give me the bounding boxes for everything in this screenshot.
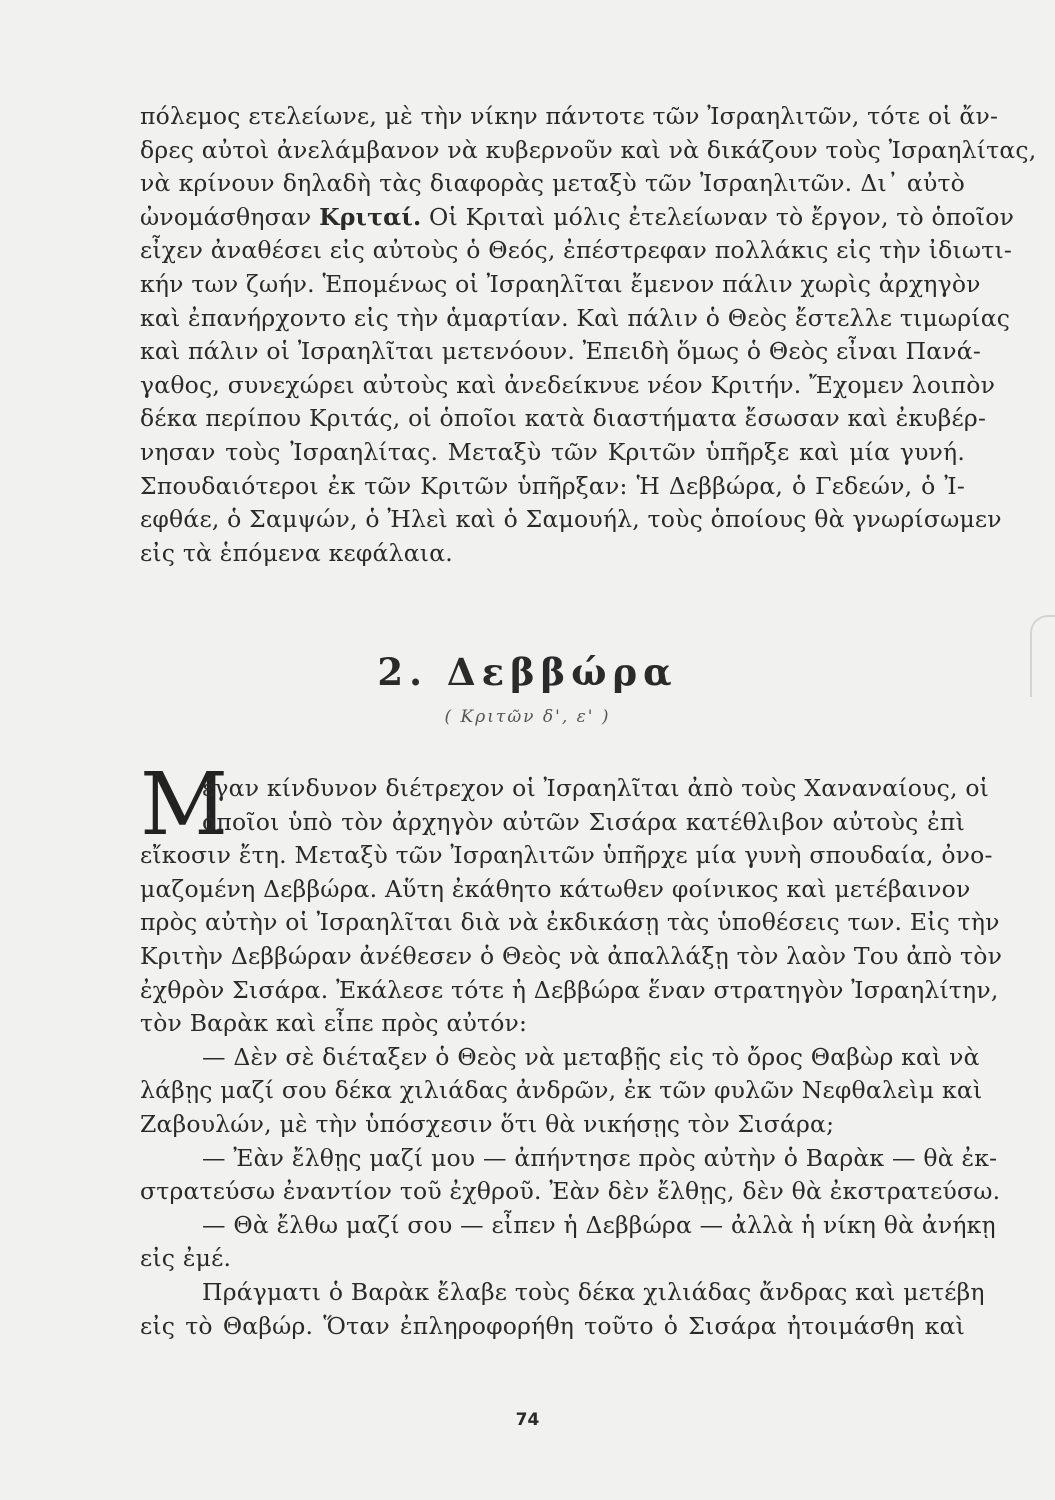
story-paragraphs bbox=[140, 755, 1003, 1343]
text-line: λάβῃς μαζί σου δέκα χιλιάδας ἀνδρῶν, ἐκ τῶν φυλῶν Νεφθαλεὶμ καὶ bbox=[140, 1076, 983, 1105]
text-line: εἰς ἐμέ. bbox=[140, 1244, 232, 1273]
text-line: νὰ κρίνουν δηλαδὴ τὰς διαφορὰς μεταξὺ τῶν Ἰσραηλιτῶν. Δι᾽ αὐτὸ bbox=[140, 169, 965, 198]
text-line: τὸν Βαρὰκ καὶ εἶπε πρὸς αὐτόν: bbox=[140, 1009, 528, 1038]
text-line: Πράγματι ὁ Βαρὰκ ἔλαβε τοὺς δέκα χιλιάδας ἄνδρας καὶ μετέβη bbox=[202, 1277, 985, 1306]
chapter-heading: 2. Δεββώρα bbox=[377, 650, 678, 694]
text-line: Ζαβουλών, μὲ τὴν ὑπόσχεσιν ὅτι θὰ νικήσῃς τὸν Σισάρα; bbox=[140, 1109, 835, 1138]
text-line: κήν των ζωήν. Ἑπομένως οἱ Ἰσραηλῖται ἔμενον πάλιν χωρὶς ἀρχηγὸν bbox=[140, 269, 981, 298]
intro-paragraph bbox=[140, 100, 1037, 570]
text-line: εἶχεν ἀναθέσει εἰς αὐτοὺς ὁ Θεός, ἐπέστρεφαν πολλάκις εἰς τὴν ἰδιωτι- bbox=[140, 236, 1013, 265]
bold-term-kritai: Κριταί. bbox=[319, 202, 422, 231]
drop-cap: Μ bbox=[140, 755, 229, 855]
text-line: εἰς τὰ ἑπόμενα κεφάλαια. bbox=[140, 538, 453, 567]
edge-bleed-mark bbox=[1030, 615, 1055, 697]
page-number: 74 bbox=[515, 1410, 540, 1430]
text-line: νησαν τοὺς Ἰσραηλίτας. Μεταξὺ τῶν Κριτῶν ὑπῆρξε καὶ μία γυνή. bbox=[140, 437, 965, 466]
text-line: Σπουδαιότεροι ἐκ τῶν Κριτῶν ὑπῆρξαν: Ἡ Δεββώρα, ὁ Γεδεών, ὁ Ἰ- bbox=[140, 471, 965, 500]
chapter-reference: ( Κριτῶν δ', ε' ) bbox=[444, 707, 611, 727]
text-line: έγαν κίνδυνον διέτρεχον οἱ Ἰσραηλῖται ἀπὸ τοὺς Χαναναίους, οἱ bbox=[202, 774, 990, 802]
text-line: δρες αὐτοὶ ἀνελάμβανον νὰ κυβερνοῦν καὶ νὰ δικάζουν τοὺς Ἰσραηλίτας, bbox=[140, 135, 1037, 164]
text-line: μαζομένη Δεββώρα. Αὕτη ἐκάθητο κάτωθεν φοίνικος καὶ μετέβαινον bbox=[140, 874, 971, 903]
text-line: ἐχθρὸν Σισάρα. Ἐκάλεσε τότε ἡ Δεββώρα ἕναν στρατηγὸν Ἰσραηλίτην, bbox=[140, 975, 999, 1004]
text-line bbox=[140, 201, 1015, 235]
text-segment: Οἱ Κριταὶ μόλις ἐτελείωναν τὸ ἔργον, τὸ ὁποῖον bbox=[421, 202, 1015, 231]
text-line: στρατεύσω ἐναντίον τοῦ ἐχθροῦ. Ἐὰν δὲν ἔλθῃς, δὲν θὰ ἐκστρατεύσω. bbox=[140, 1177, 1001, 1206]
text-line: γαθος, συνεχώρει αὐτοὺς καὶ ἀνεδείκνυε νέον Κριτήν. Ἔχομεν λοιπὸν bbox=[140, 370, 996, 399]
text-line: δέκα περίπου Κριτάς, οἱ ὁποῖοι κατὰ διαστήματα ἔσωσαν καὶ ἐκυβέρ- bbox=[140, 404, 987, 433]
dialogue-line: — Θὰ ἔλθω μαζί σου — εἶπεν ἡ Δεββώρα — ἀλλὰ ἡ νίκη θὰ ἀνήκῃ bbox=[202, 1210, 996, 1239]
text-line: εἰς τὸ Θαβώρ. Ὅταν ἐπληροφορήθη τοῦτο ὁ Σισάρα ἠτοιμάσθη καὶ bbox=[140, 1311, 965, 1340]
text-line: πόλεμος ετελείωνε, μὲ τὴν νίκην πάντοτε τῶν Ἰσραηλιτῶν, τότε οἱ ἄν- bbox=[140, 102, 999, 130]
dialogue-line: — Δὲν σὲ διέταξεν ὁ Θεὸς νὰ μεταβῇς εἰς τὸ ὄρος Θαβὼρ καὶ νὰ bbox=[202, 1042, 980, 1071]
text-line: καὶ ἐπανήρχοντο εἰς τὴν ἁμαρτίαν. Καὶ πάλιν ὁ Θεὸς ἔστελλε τιμωρίας bbox=[140, 303, 1011, 332]
text-line: πρὸς αὐτὴν οἱ Ἰσραηλῖται διὰ νὰ ἐκδικάσῃ τὰς ὑποθέσεις των. Εἰς τὴν bbox=[140, 908, 1000, 937]
text-line: καὶ πάλιν οἱ Ἰσραηλῖται μετενόουν. Ἐπειδὴ ὅμως ὁ Θεὸς εἶναι Πανά- bbox=[140, 337, 981, 366]
text-line: Κριτὴν Δεββώραν ἀνέθεσεν ὁ Θεὸς νὰ ἀπαλλάξῃ τὸν λαὸν Του ἀπὸ τὸν bbox=[140, 941, 1003, 970]
text-line: εἴκοσιν ἔτη. Μεταξὺ τῶν Ἰσραηλιτῶν ὑπῆρχε μία γυνὴ σπουδαία, ὀνο- bbox=[140, 841, 993, 870]
dialogue-line: — Ἐὰν ἔλθῃς μαζί μου — ἀπήντησε πρὸς αὐτὴν ὁ Βαρὰκ — θὰ ἐκ- bbox=[202, 1143, 998, 1172]
text-line: ὁποῖοι ὑπὸ τὸν ἀρχηγὸν αὐτῶν Σισάρα κατέθλιβον αὐτοὺς ἐπὶ bbox=[202, 807, 965, 836]
text-segment: ὠνομάσθησαν bbox=[140, 202, 320, 231]
text-line: εφθάε, ὁ Σαμψών, ὁ Ἠλεὶ καὶ ὁ Σαμουήλ, τοὺς ὁποίους θὰ γνωρίσωμεν bbox=[140, 505, 1002, 534]
